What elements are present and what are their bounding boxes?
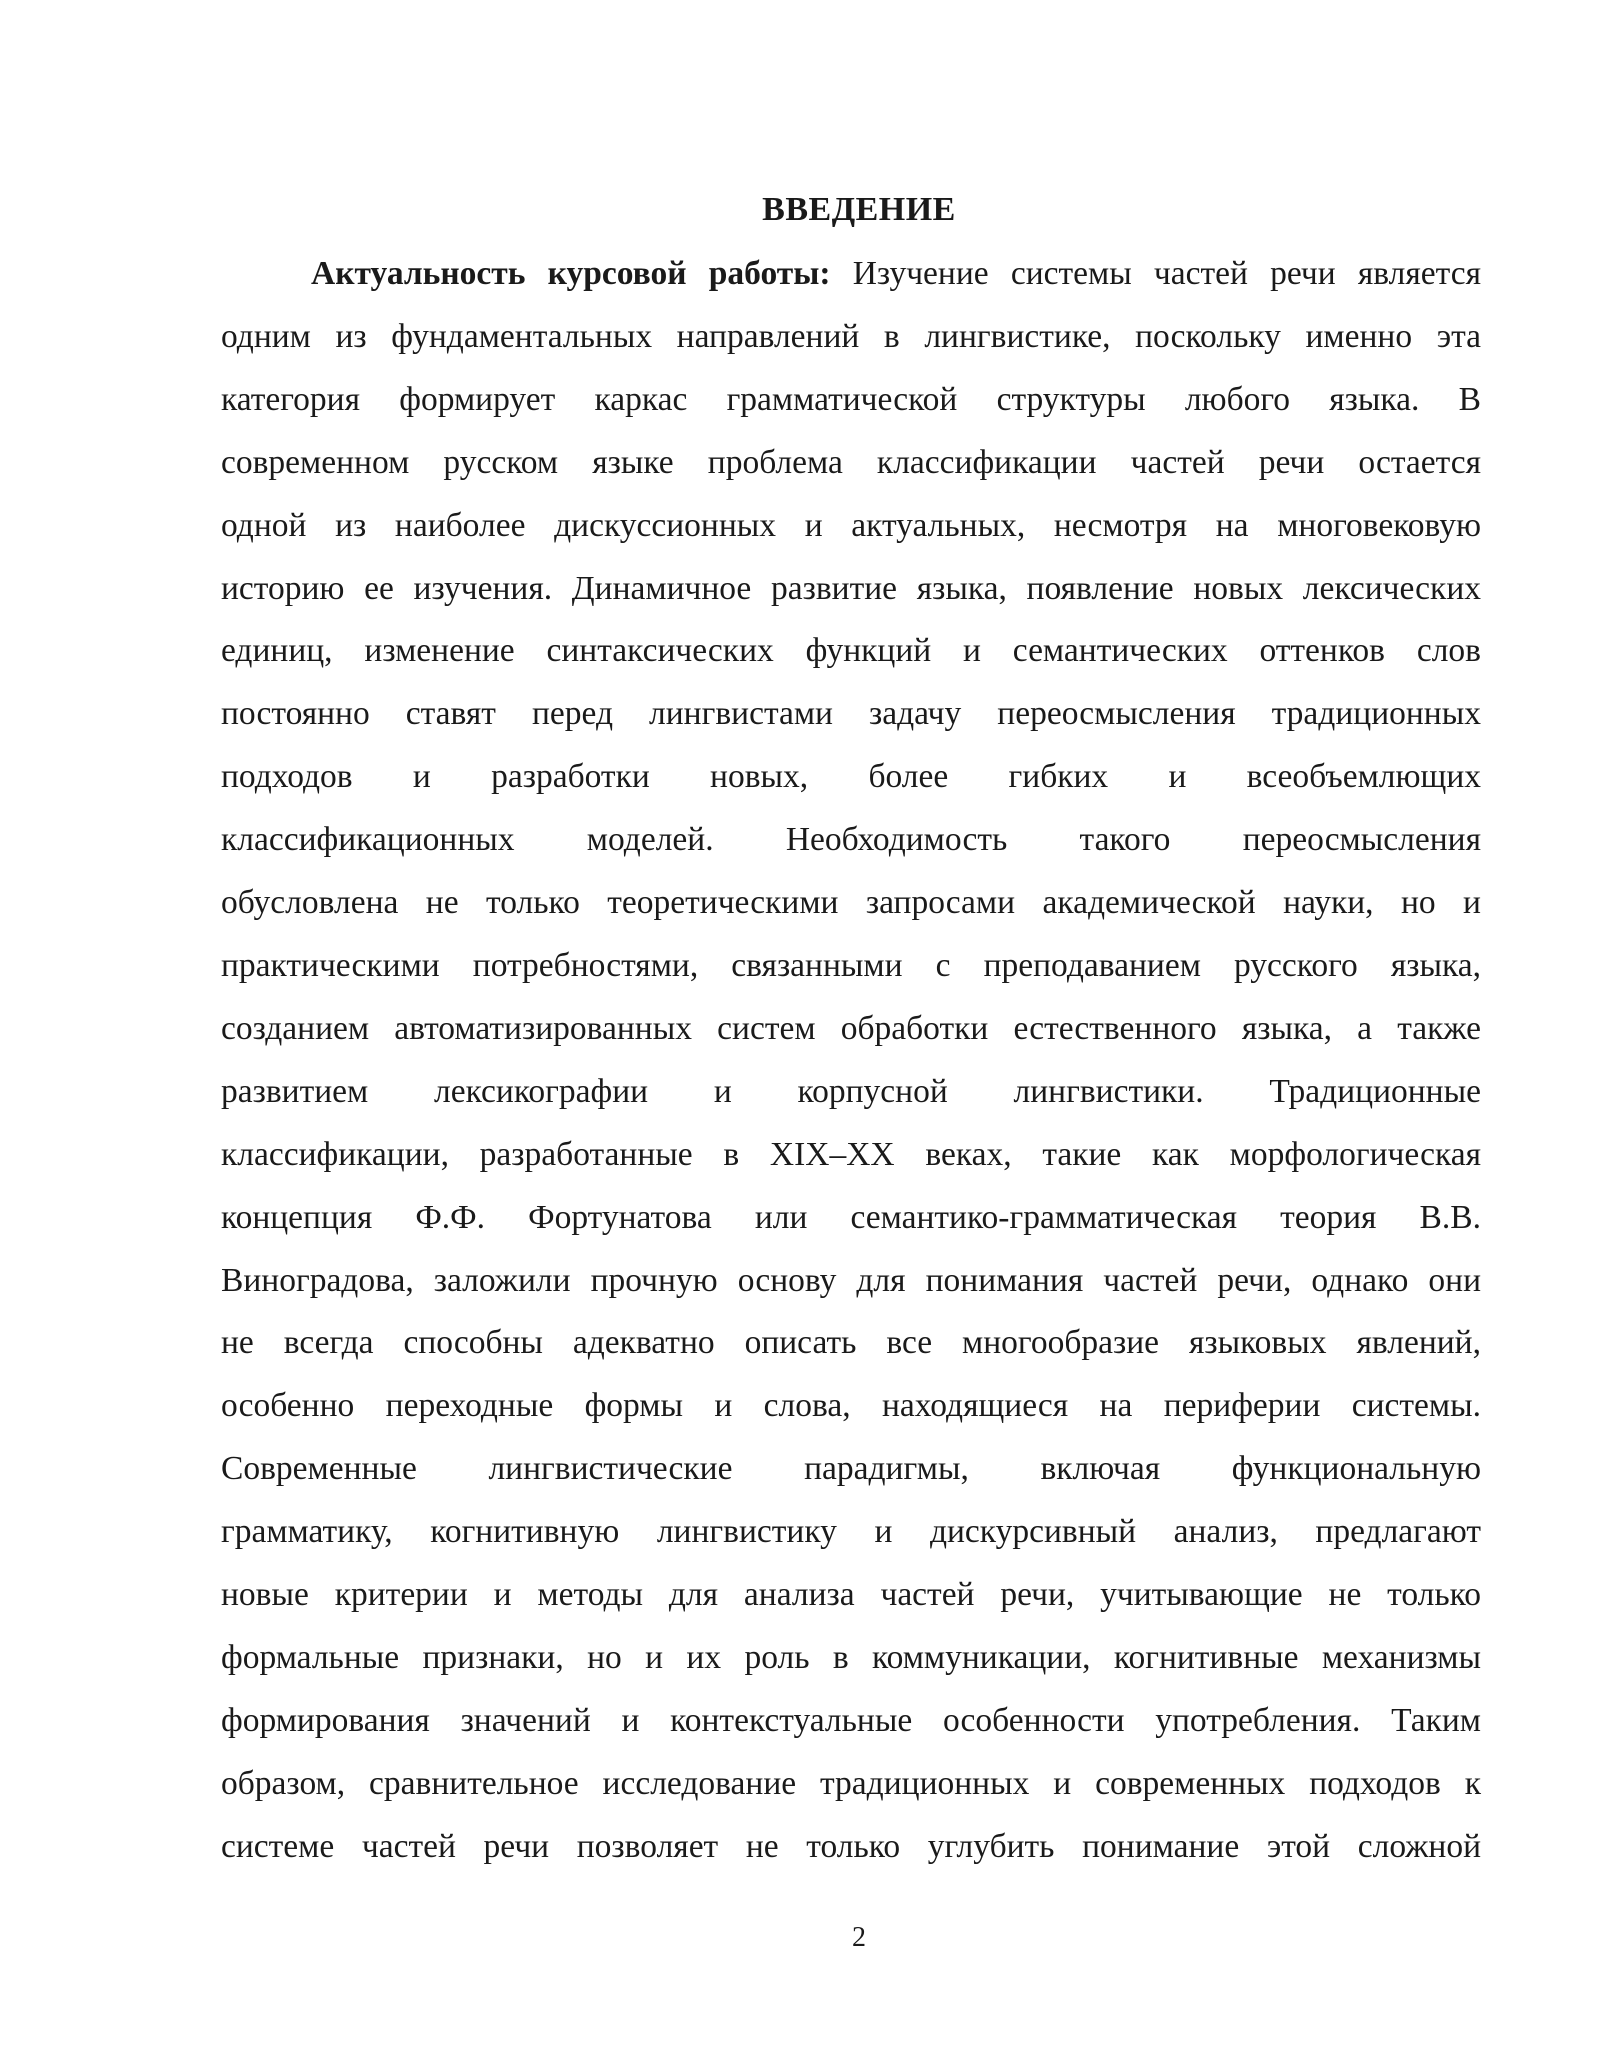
page-number: 2 — [852, 1922, 866, 1953]
paragraph-line: одной из наиболее дискуссионных и актуальных, несмотря на многовековую — [221, 506, 1481, 544]
paragraph-line: образом, сравнительное исследование традиционных и современных подходов к — [221, 1764, 1481, 1802]
paragraph-line — [221, 243, 1481, 306]
paragraph-line: концепция Ф.Ф. Фортунатова или семантико-грамматическая теория В.В. — [221, 1198, 1481, 1236]
paragraph-line: формирования значений и контекстуальные особенности употребления. Таким — [221, 1701, 1481, 1739]
body-paragraph — [221, 243, 1481, 1879]
paragraph-line: практическими потребностями, связанными с преподаванием русского языка, — [221, 946, 1481, 984]
paragraph-line: грамматику, когнитивную лингвистику и дискурсивный анализ, предлагают — [221, 1513, 1481, 1551]
paragraph-line: категория формирует каркас грамматической структуры любого языка. В — [221, 380, 1481, 418]
paragraph-line: новые критерии и методы для анализа частей речи, учитывающие не только — [221, 1576, 1481, 1614]
paragraph-line-text: Изучение системы частей речи является — [830, 255, 1481, 292]
paragraph-line: системе частей речи позволяет не только углубить понимание этой сложной — [221, 1827, 1481, 1865]
paragraph-line: одним из фундаментальных направлений в лингвистике, поскольку именно эта — [221, 317, 1481, 355]
paragraph-line: современном русском языке проблема классификации частей речи остается — [221, 443, 1481, 481]
paragraph-line: единиц, изменение синтаксических функций и семантических оттенков слов — [221, 632, 1481, 670]
paragraph-line: подходов и разработки новых, более гибких и всеобъемлющих — [221, 758, 1481, 796]
paragraph-line: созданием автоматизированных систем обработки естественного языка, а также — [221, 1009, 1481, 1047]
paragraph-line: Современные лингвистические парадигмы, включая функциональную — [221, 1450, 1481, 1488]
paragraph-line: классификационных моделей. Необходимость такого переосмысления — [221, 821, 1481, 859]
paragraph-line: постоянно ставят перед лингвистами задачу переосмысления традиционных — [221, 695, 1481, 733]
lead-label: Актуальность курсовой работы: — [311, 255, 831, 292]
paragraph-line: историю ее изучения. Динамичное развитие языка, появление новых лексических — [221, 569, 1481, 607]
paragraph-line: обусловлена не только теоретическими запросами академической науки, но и — [221, 884, 1481, 922]
paragraph-line: классификации, разработанные в XIX–XX веках, такие как морфологическая — [221, 1135, 1481, 1173]
paragraph-line: Виноградова, заложили прочную основу для понимания частей речи, однако они — [221, 1261, 1481, 1299]
paragraph-line: развитием лексикографии и корпусной лингвистики. Традиционные — [221, 1072, 1481, 1110]
paragraph-line: особенно переходные формы и слова, находящиеся на периферии системы. — [221, 1387, 1481, 1425]
section-heading: ВВЕДЕНИЕ — [762, 191, 956, 228]
paragraph-line: формальные признаки, но и их роль в коммуникации, когнитивные механизмы — [221, 1638, 1481, 1676]
paragraph-line: не всегда способны адекватно описать все многообразие языковых явлений, — [221, 1324, 1481, 1362]
